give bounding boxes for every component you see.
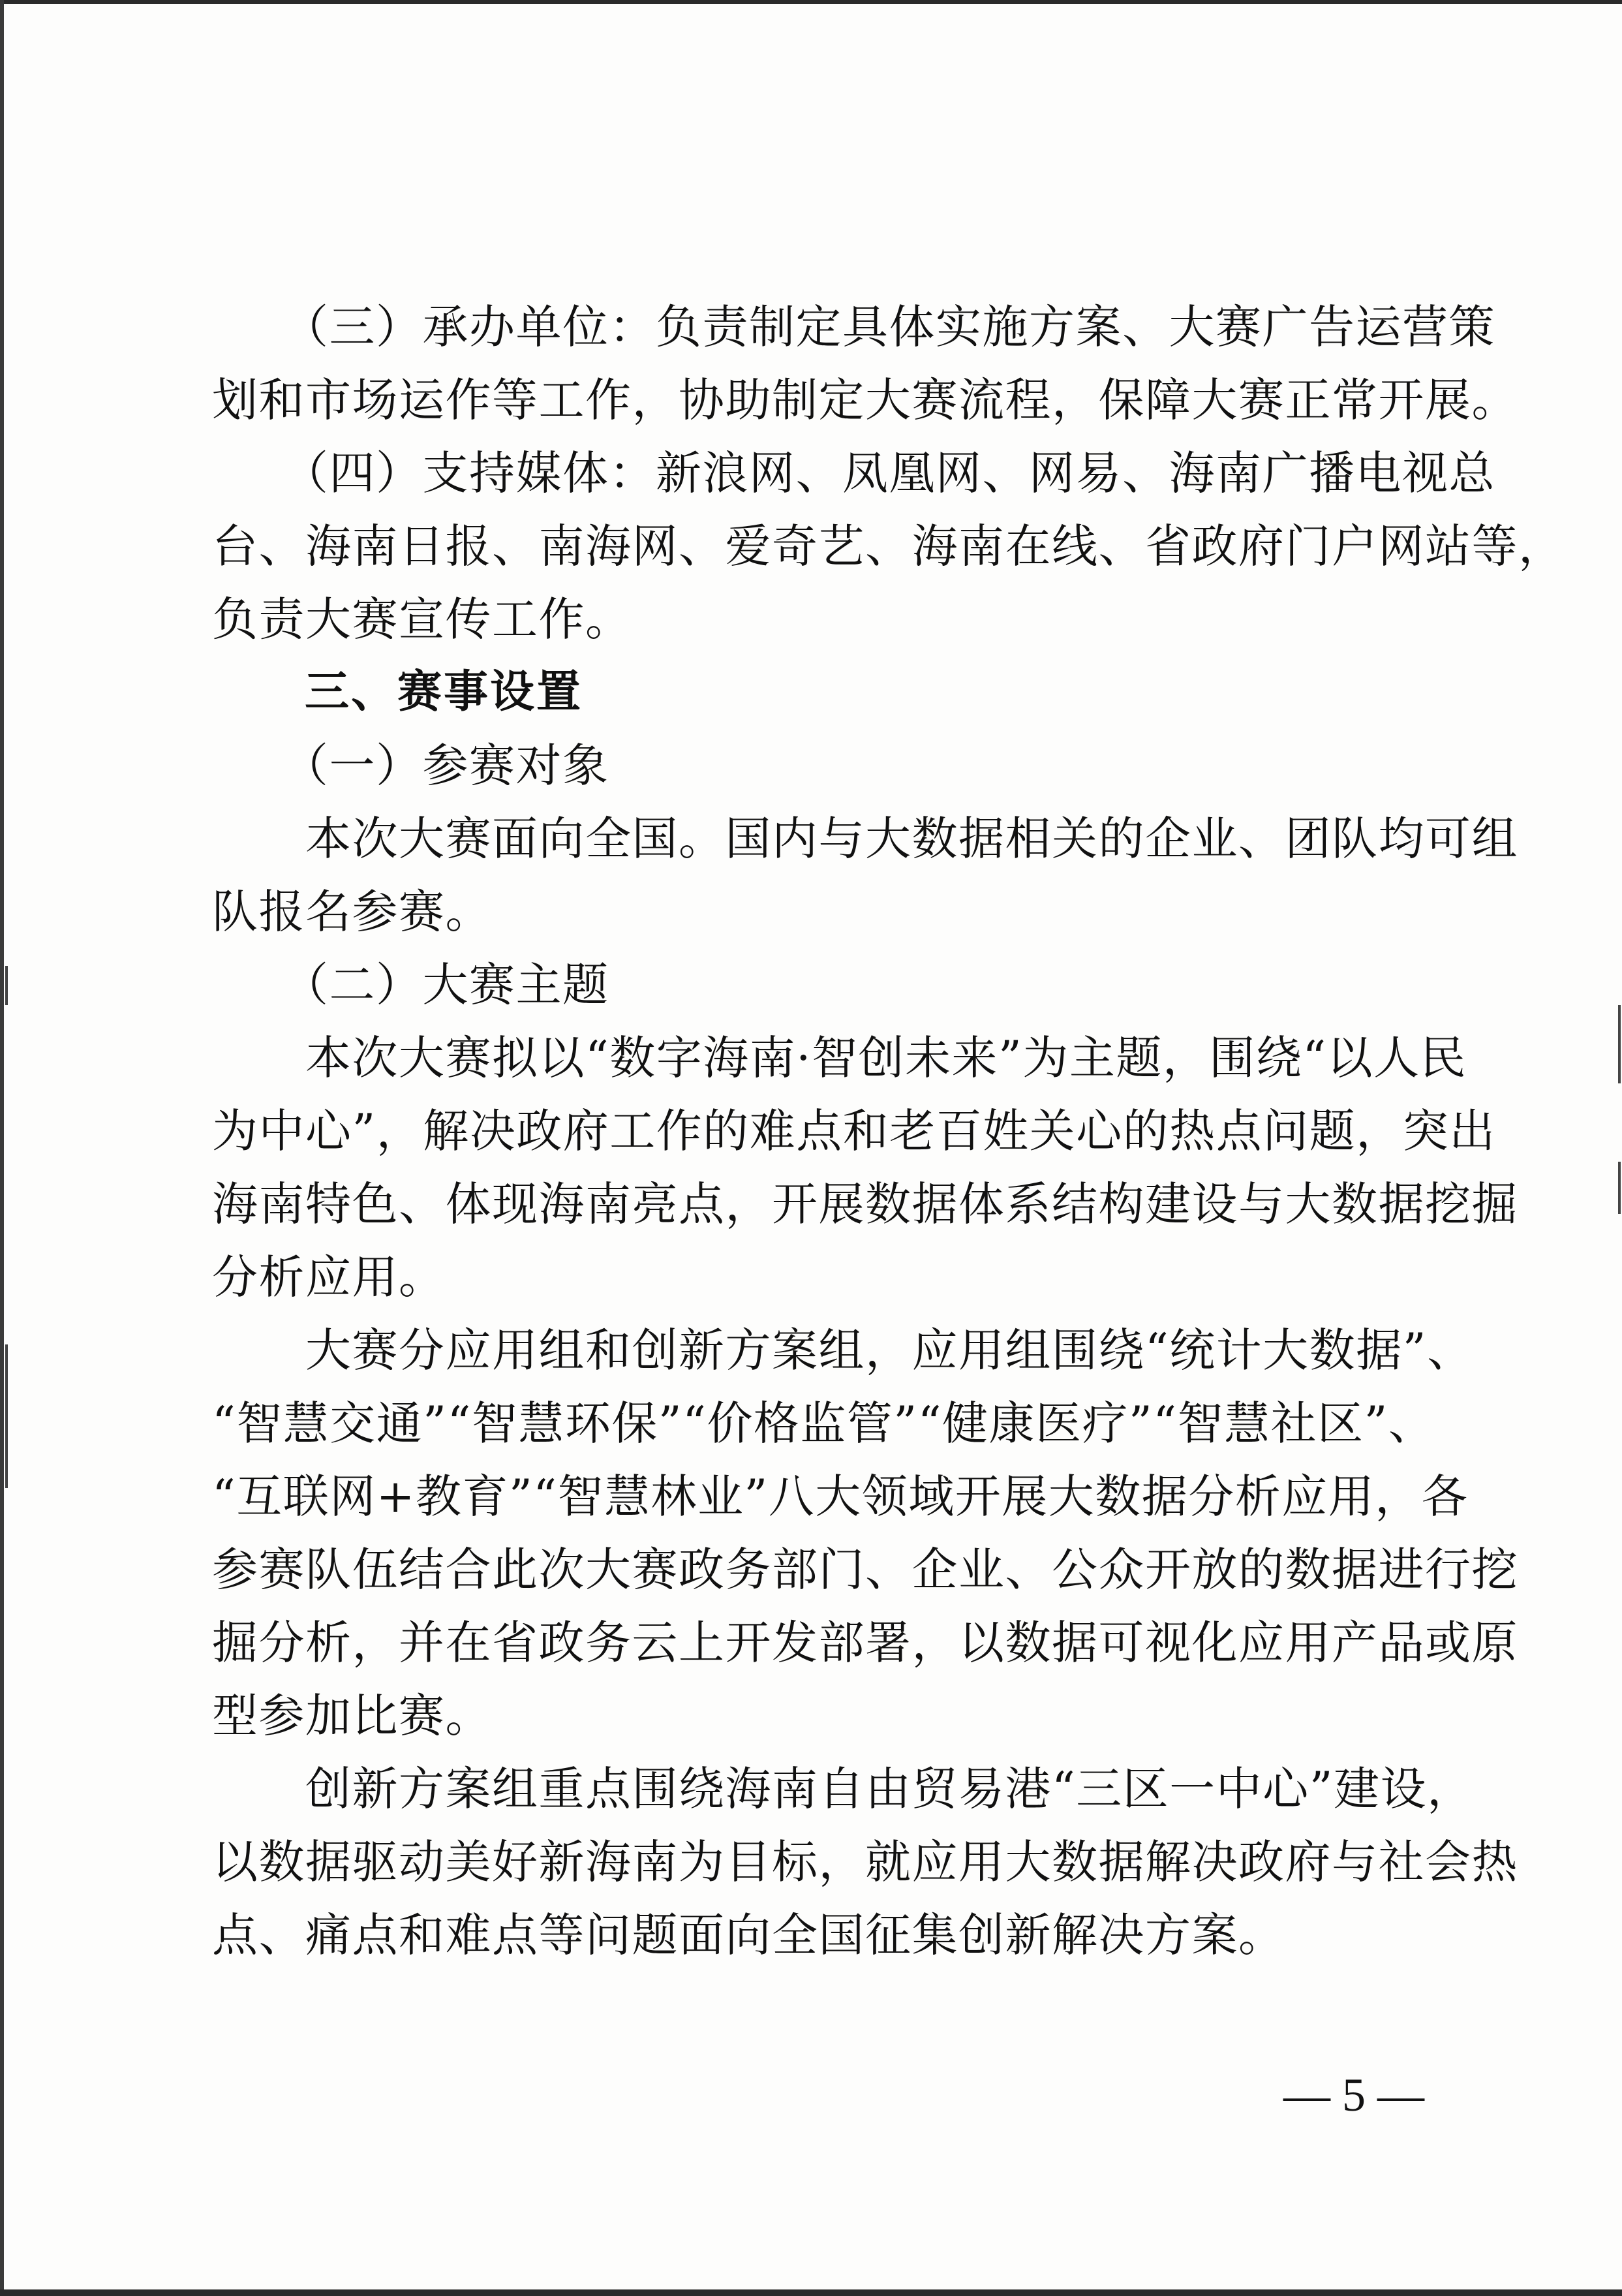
text-line: 参赛队伍结合此次大赛政务部门、企业、公众开放的数据进行挖	[212, 1543, 1518, 1596]
text-line: 以数据驱动美好新海南为目标，就应用大数据解决政府与社会热	[212, 1835, 1518, 1889]
scan-edge-mark	[1618, 1162, 1621, 1214]
scan-edge-mark	[5, 966, 8, 1005]
scan-edge-bottom	[0, 2289, 1622, 2296]
scan-edge-mark	[5, 1344, 8, 1488]
text-line: 分析应用。	[212, 1250, 446, 1304]
text-line: “互联网+教育”“智慧林业”八大领域开展大数据分析应用，各	[212, 1470, 1469, 1523]
text-line: 型参加比赛。	[212, 1689, 492, 1743]
scan-edge-left	[0, 0, 4, 2296]
document-body	[212, 290, 1565, 1972]
text-line: 台、海南日报、南海网、爱奇艺、海南在线、省政府门户网站等，	[212, 520, 1565, 573]
text-line: 本次大赛拟以“数字海南·智创未来”为主题，围绕“以人民	[212, 1031, 1467, 1085]
text-line: 本次大赛面向全国。国内与大数据相关的企业、团队均可组	[212, 812, 1518, 865]
text-line: 大赛分应用组和创新方案组，应用组围绕“统计大数据”、	[212, 1324, 1474, 1377]
text-line: 掘分析，并在省政务云上开发部署，以数据可视化应用产品或原	[212, 1616, 1518, 1669]
text-line: （四）支持媒体：新浪网、凤凰网、网易、海南广播电视总	[212, 446, 1495, 500]
subsection-heading: （二）大赛主题	[212, 958, 609, 1012]
text-line: 点、痛点和难点等问题面向全国征集创新解决方案。	[212, 1908, 1285, 1962]
text-line: （三）承办单位：负责制定具体实施方案、大赛广告运营策	[212, 300, 1495, 354]
text-line: 创新方案组重点围绕海南自由贸易港“三区一中心”建设，	[212, 1762, 1474, 1816]
text-line: 队报名参赛。	[212, 885, 492, 939]
text-line: 为中心”，解决政府工作的难点和老百姓关心的热点问题，突出	[212, 1104, 1496, 1158]
page-number: — 5 —	[1283, 2069, 1424, 2121]
scan-edge-top	[0, 0, 1622, 4]
text-line: 海南特色、体现海南亮点，开展数据体系结构建设与大数据挖掘	[212, 1177, 1518, 1231]
text-line: “智慧交通”“智慧环保”“价格监管”“健康医疗”“智慧社区”、	[212, 1397, 1435, 1450]
text-line: 划和市场运作等工作，协助制定大赛流程，保障大赛正常开展。	[212, 373, 1518, 427]
section-heading: 三、赛事设置	[212, 666, 583, 718]
text-line: 负责大赛宣传工作。	[212, 593, 632, 646]
subsection-heading: （一）参赛对象	[212, 739, 609, 792]
scan-edge-mark	[1618, 1005, 1621, 1083]
